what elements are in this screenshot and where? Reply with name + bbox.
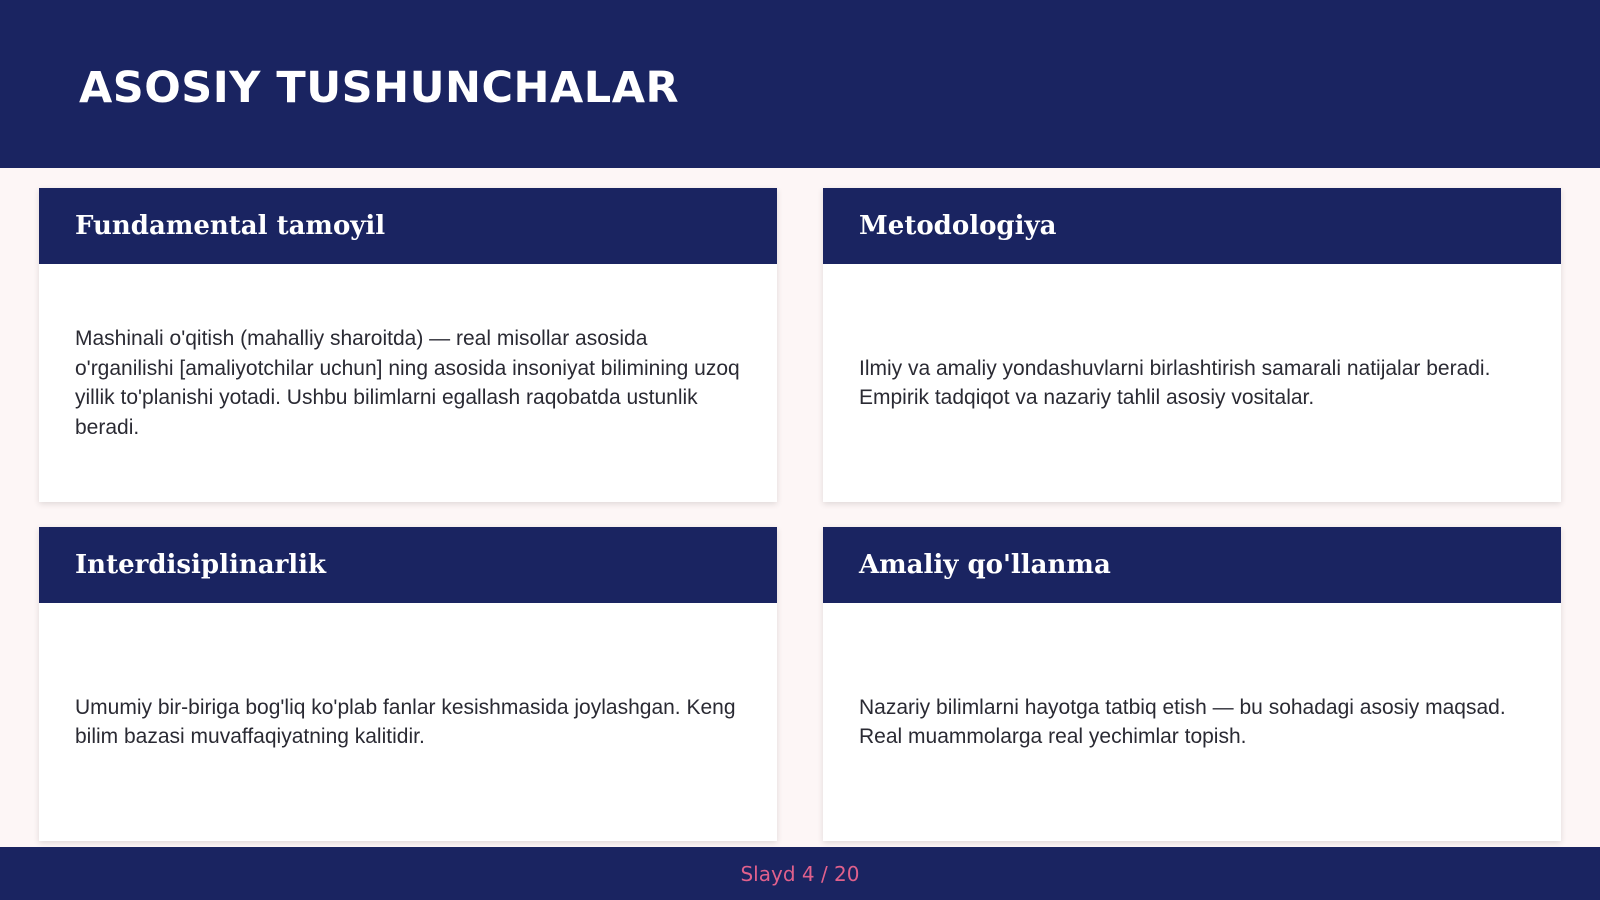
card-methodology	[823, 188, 1561, 502]
slide-header	[0, 0, 1600, 168]
card-interdisciplinarity	[39, 527, 777, 841]
card-header	[823, 188, 1561, 264]
card-text: Mashinali o'qitish (mahalliy sharoitda) — real misollar asosida o'rganilishi [amaliyotchilar uchun] ning asosida insoniyat bilimining uzoq yillik to'planishi yotadi. Ushbu bilimlarni egallash raqobatda ustunlik beradi.	[75, 327, 740, 439]
card-title: Fundamental tamoyil	[75, 211, 386, 241]
card-text: Nazariy bilimlarni hayotga tatbiq etish — bu sohadagi asosiy maqsad. Real muammolarga real yechimlar topish.	[859, 695, 1506, 748]
card-header	[39, 527, 777, 603]
slide-title: ASOSIY TUSHUNCHALAR	[79, 63, 680, 113]
card-body	[39, 603, 777, 841]
card-text: Ilmiy va amaliy yondashuvlarni birlashtirish samarali natijalar beradi. Empirik tadqiqot va nazariy tahlil asosiy vositalar.	[859, 356, 1491, 409]
card-fundamental-principle	[39, 188, 777, 502]
card-text: Umumiy bir-biriga bog'liq ko'plab fanlar kesishmasida joylashgan. Keng bilim bazasi muvaffaqiyatning kalitidir.	[75, 695, 736, 748]
card-title: Metodologiya	[859, 211, 1057, 241]
card-header	[823, 527, 1561, 603]
card-title: Interdisiplinarlik	[75, 550, 327, 580]
slide-counter: Slayd 4 / 20	[740, 861, 860, 886]
card-practical-guide	[823, 527, 1561, 841]
card-title: Amaliy qo'llanma	[859, 550, 1111, 580]
card-header	[39, 188, 777, 264]
card-body	[823, 603, 1561, 841]
card-body	[39, 264, 777, 502]
slide-footer	[0, 847, 1600, 900]
card-body	[823, 264, 1561, 502]
